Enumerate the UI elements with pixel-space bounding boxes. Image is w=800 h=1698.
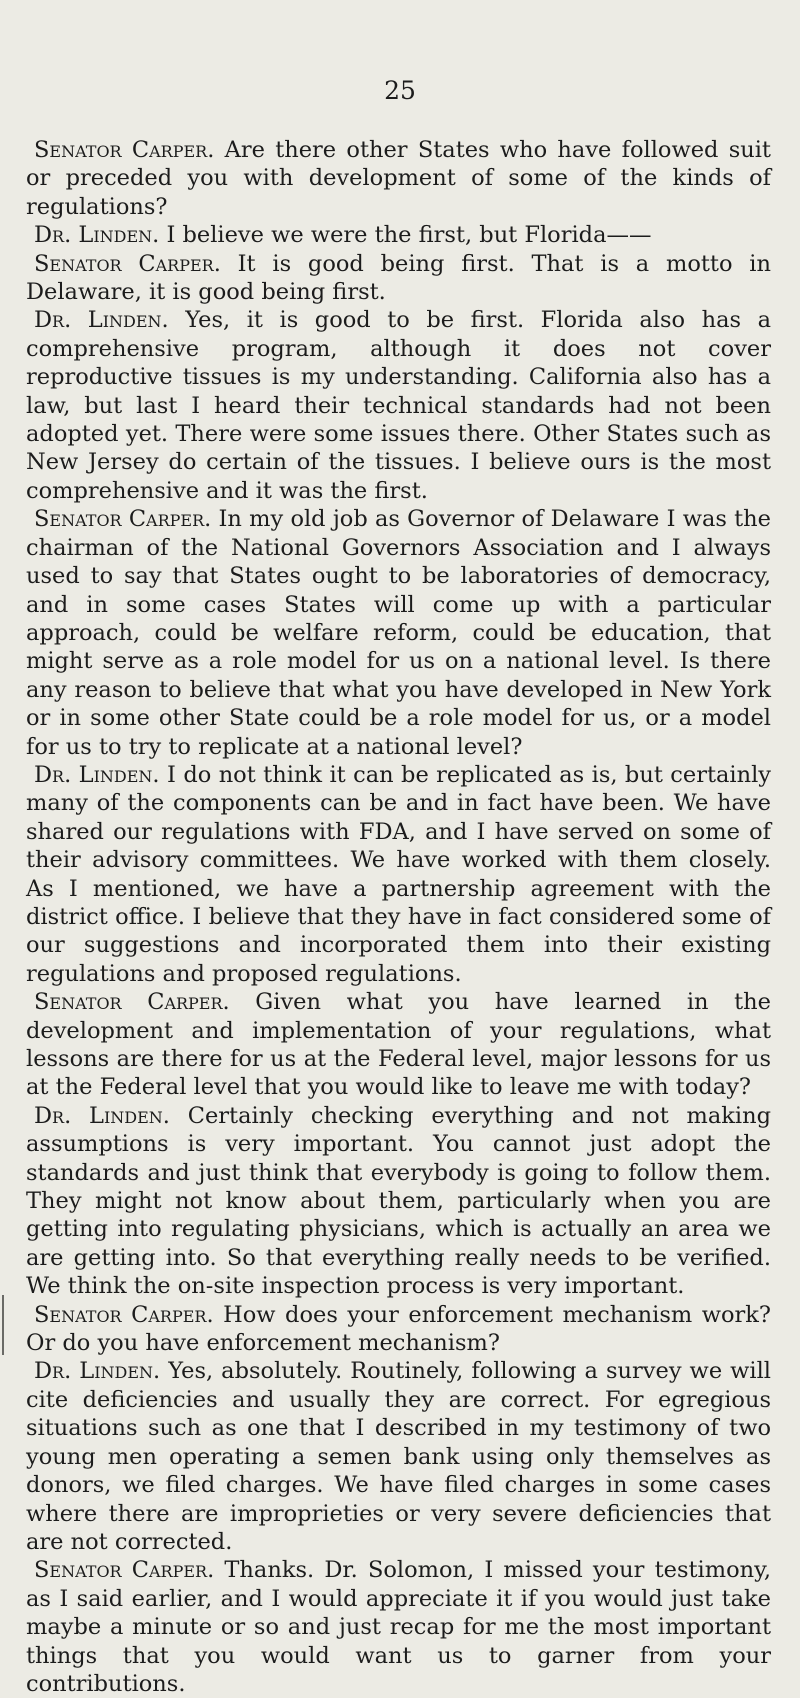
speaker-name: Dr. Linden. (34, 1102, 170, 1129)
paragraph-text: Yes, it is good to be first. Florida also has a comprehensive program, although it does not cover reproductive tissues is my understanding. California also has a law, but last I heard their technical standards had not been adopted yet. There were some issues there. Other States such as New Jersey do certain of the tissues. I believe ours is the most comprehensive and it was the first. (26, 307, 772, 504)
paragraph (26, 988, 771, 1102)
speaker-name: Senator Carper. (34, 989, 230, 1016)
paragraph (26, 250, 771, 307)
paragraph-text: Yes, absolutely. Routinely, following a survey we will cite deficiencies and usually they are correct. For egregious situations such as one that I described in my testimony of two young men operating a semen bank using only themselves as donors, we filed charges. We have filed charges in some cases where there are improprieties or very severe deficiencies that are not corrected. (26, 1358, 772, 1555)
paragraph (26, 505, 771, 761)
paragraph-text: Thanks. Dr. Solomon, I missed your testimony, as I said earlier, and I would appreciate it if you would just take maybe a minute or so and just recap for me the most important things that you would want us to garner from your contributions. (26, 1557, 771, 1697)
paragraph (26, 136, 771, 221)
transcript-body (26, 136, 771, 1698)
scan-edge-mark (2, 1295, 4, 1355)
speaker-name: Senator Carper. (34, 137, 215, 163)
paragraph-text: Are there other States who have followed suit or preceded you with development of some of the kinds of regulations? (26, 137, 771, 220)
speaker-name: Dr. Linden. (34, 761, 160, 788)
paragraph-text: Certainly checking everything and not making assumptions is very important. You cannot just adopt the standards and just think that everybody is going to follow them. They might not know about them, particularly when you are getting into regulating physicians, which is actually an area we are getting into. So that everything really needs to be verified. We think the on-site inspection process is very important. (26, 1102, 772, 1300)
speaker-name: Senator Carper. (34, 1301, 214, 1328)
paragraph-text: It is good being first. That is a motto in Delaware, it is good being first. (26, 250, 771, 306)
paragraph (26, 761, 771, 988)
paragraph-text: I do not think it can be replicated as is, but certainly many of the components can be and in fact have been. We have shared our regulations with FDA, and I have served on some of their advisory committees. We have worked with them closely. As I mentioned, we have a partnership agreement with the district office. I believe that they have in fact considered some of our suggestions and incorporated them into their existing regulations and proposed regulations. (26, 761, 772, 987)
speaker-name: Senator Carper. (34, 506, 212, 533)
paragraph-text: I believe we were the first, but Florida—— (159, 222, 652, 249)
paragraph (26, 1556, 771, 1698)
paragraph (26, 1301, 771, 1358)
paragraph (26, 1102, 771, 1301)
paragraph (26, 221, 771, 249)
paragraph-text: How does your enforcement mechanism work? Or do you have enforcement mechanism? (26, 1301, 771, 1357)
page-number: 25 (384, 76, 416, 105)
paragraph-text: In my old job as Governor of Delaware I was the chairman of the National Governors Association and I always used to say that States ought to be laboratories of democracy, and in some cases States will come up with a particular approach, could be welfare reform, could be education, that might serve as a role model for us on a national level. Is there any reason to believe that what you have developed in New York or in some other State could be a role model for us, or a model for us to try to replicate at a national level? (26, 506, 771, 760)
speaker-name: Senator Carper. (34, 1557, 215, 1584)
paragraph-text: Given what you have learned in the development and implementation of your regulations, what lessons are there for us at the Federal level, major lessons for us at the Federal level that you would like to leave me with today? (26, 989, 771, 1101)
paragraph (26, 1357, 771, 1556)
speaker-name: Senator Carper. (34, 250, 221, 277)
speaker-name: Dr. Linden. (34, 222, 160, 249)
speaker-name: Dr. Linden. (34, 307, 169, 334)
paragraph (26, 306, 771, 505)
speaker-name: Dr. Linden. (34, 1358, 161, 1385)
